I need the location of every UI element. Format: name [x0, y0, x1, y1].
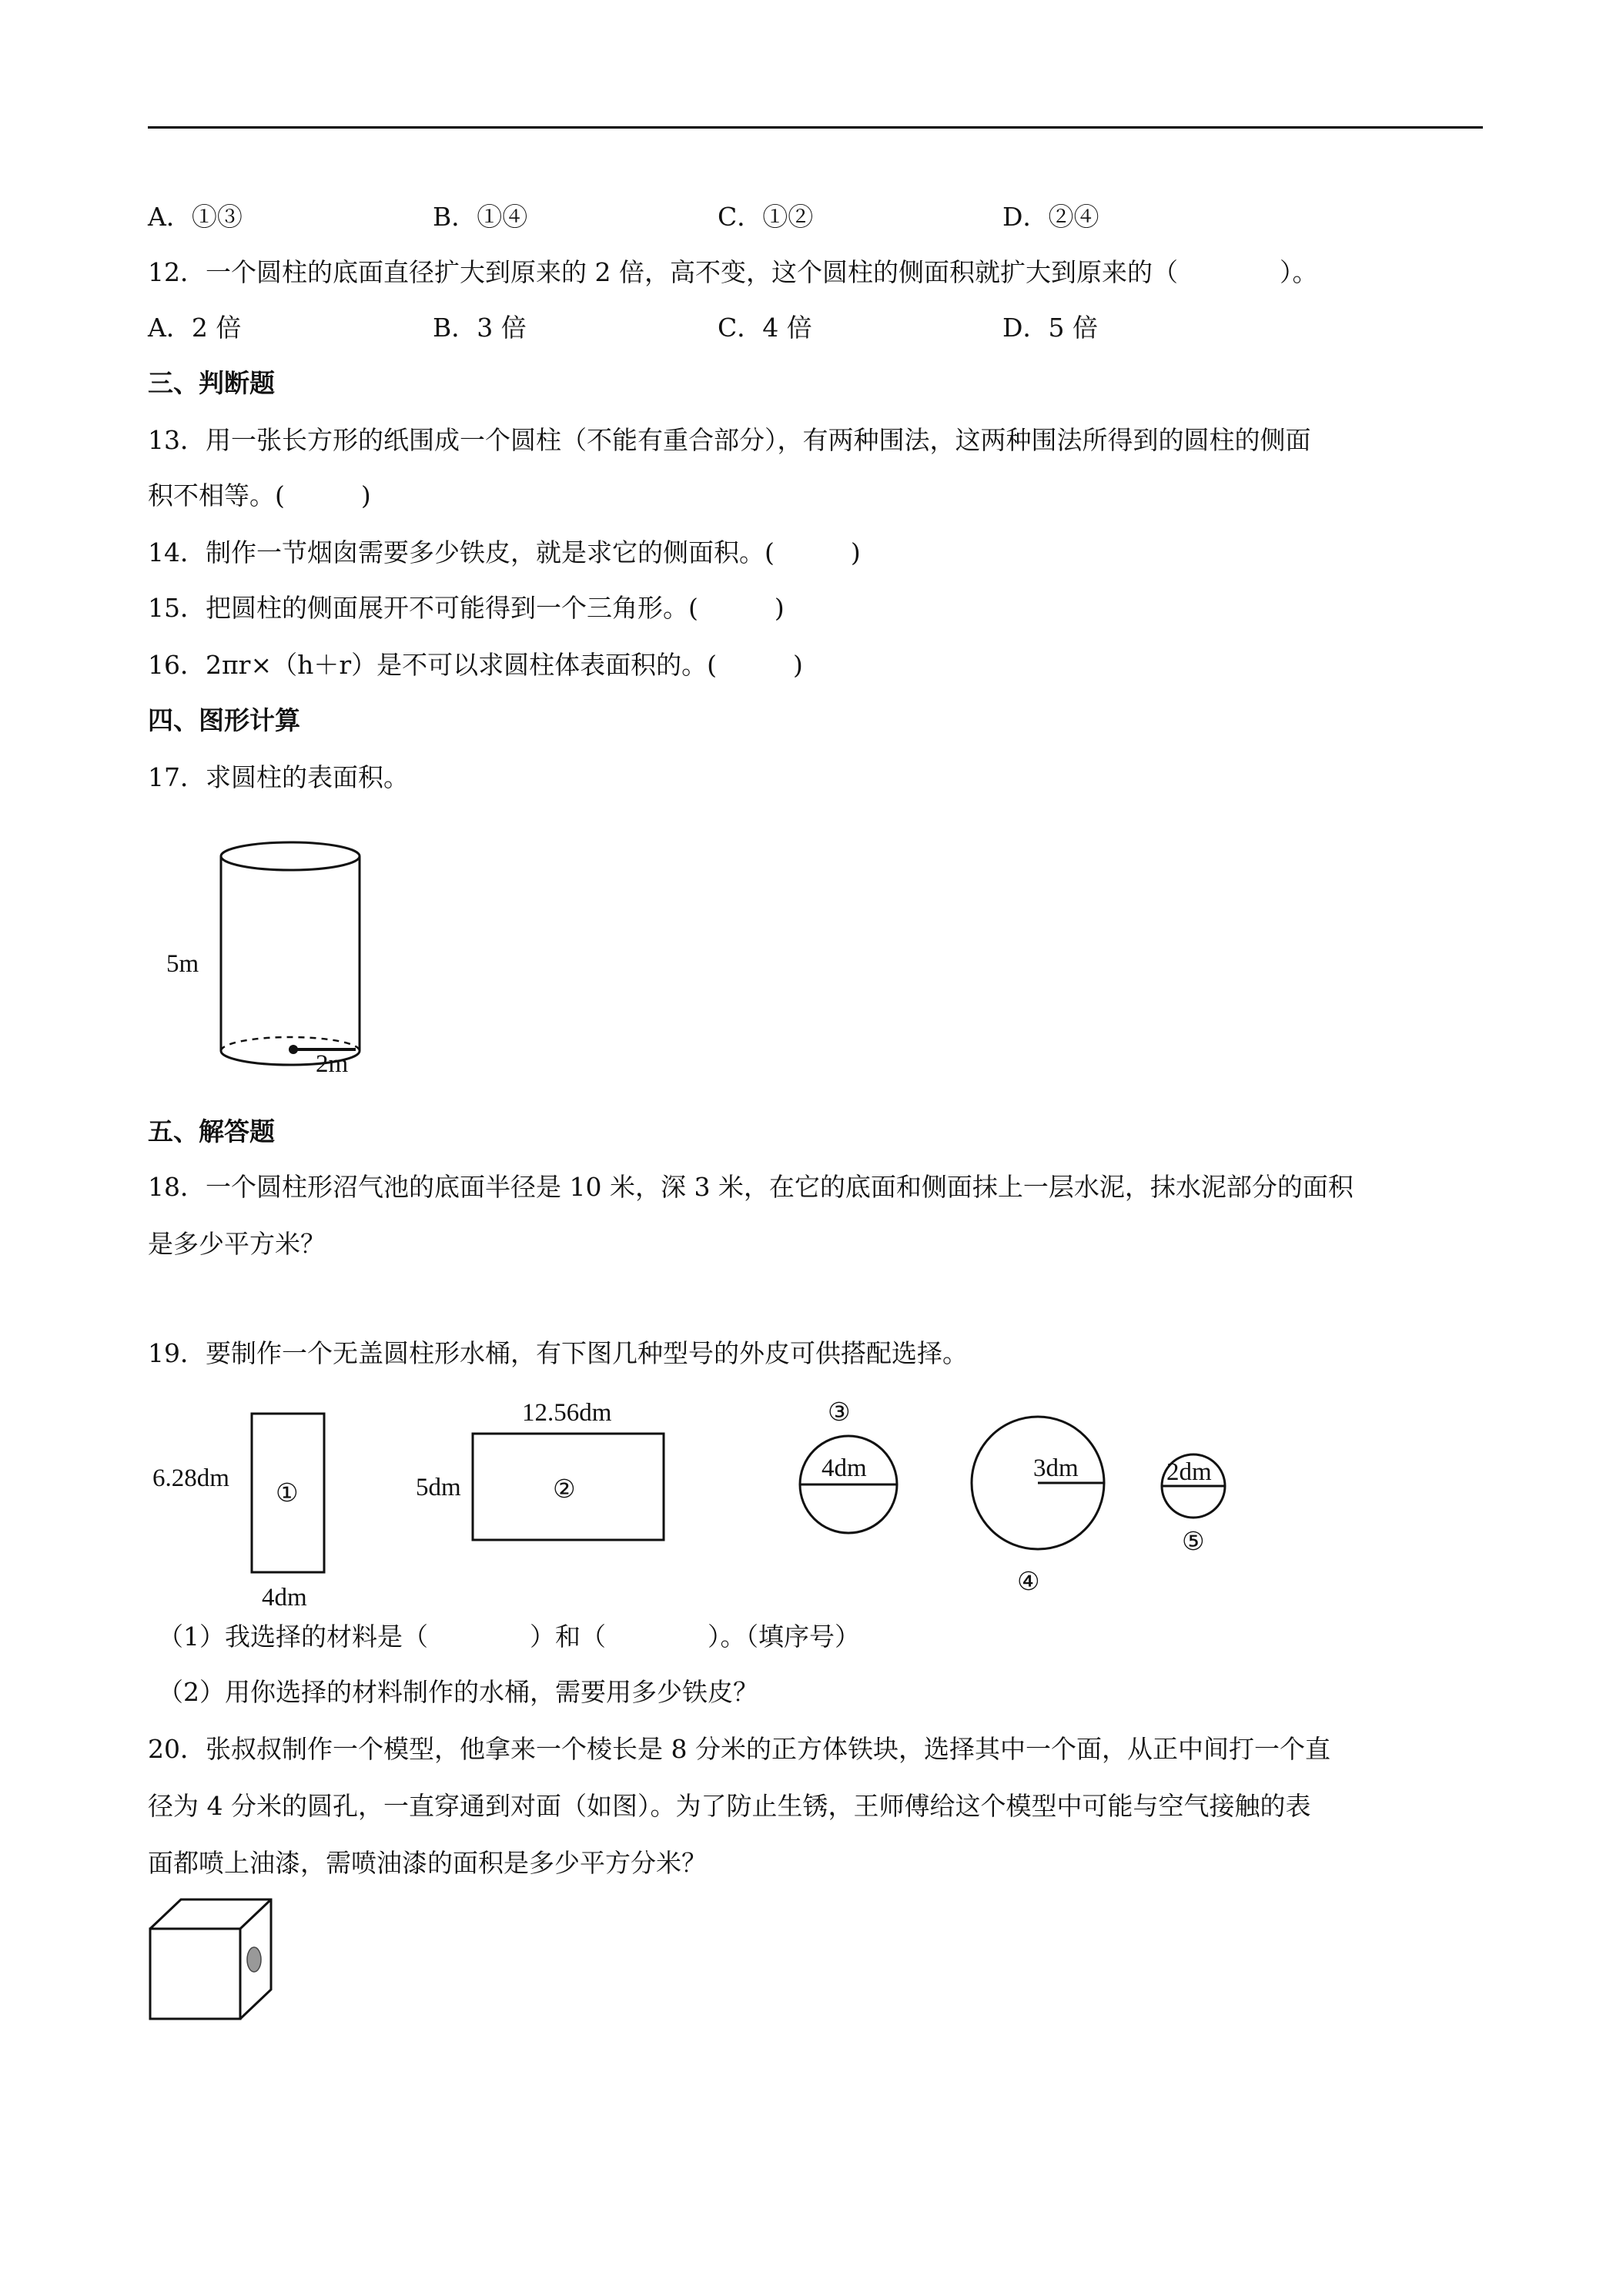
material-1-side-label: 6.28dm: [152, 1464, 229, 1492]
material-3-number: ③: [828, 1399, 851, 1427]
material-3-label: 4dm: [822, 1454, 867, 1482]
q20-line3: 面都喷上油漆，需喷油漆的面积是多少平方分米？: [148, 1848, 707, 1878]
q11-option-c: C．①②: [718, 202, 814, 232]
q16: 16．2πr×（h＋r）是不可以求圆柱体表面积的。( ): [148, 650, 803, 680]
q13-line1: 13．用一张长方形的纸围成一个圆柱（不能有重合部分），有两种围法，这两种围法所得到的圆柱的侧面: [148, 425, 1311, 455]
q18-line1: 18．一个圆柱形沼气池的底面半径是 10 米，深 3 米，在它的底面和侧面抹上一层水泥，抹水泥部分的面积: [148, 1172, 1354, 1202]
material-5-label: 2dm: [1166, 1458, 1212, 1486]
q12-stem: 12．一个圆柱的底面直径扩大到原来的 2 倍，高不变，这个圆柱的侧面积就扩大到原来的（ ）。: [148, 257, 1318, 287]
material-2-side-label: 5dm: [416, 1474, 461, 1501]
material-1-bottom-label: 4dm: [262, 1584, 307, 1612]
material-2-top-label: 12.56dm: [522, 1399, 612, 1427]
q12-option-d: D．5 倍: [1002, 313, 1098, 343]
q11-option-b: B．①④: [433, 202, 528, 232]
section-5-heading: 五、解答题: [148, 1116, 275, 1146]
q12-option-b: B．3 倍: [433, 313, 527, 343]
material-2-number: ②: [553, 1476, 576, 1504]
q14: 14．制作一节烟囱需要多少铁皮，就是求它的侧面积。( ): [148, 537, 861, 567]
q11-option-a: A．①③: [148, 202, 243, 232]
materials-figure: [146, 1386, 1263, 1612]
section-4-heading: 四、图形计算: [148, 705, 300, 735]
cube-with-hole-figure: [146, 1894, 285, 2025]
cylinder-radius-label: 2m: [316, 1050, 349, 1078]
q12-option-a: A．2 倍: [148, 313, 242, 343]
q12-option-c: C．4 倍: [718, 313, 812, 343]
header-rule: [148, 126, 1483, 129]
q15: 15．把圆柱的侧面展开不可能得到一个三角形。( ): [148, 593, 785, 623]
section-3-heading: 三、判断题: [148, 368, 275, 398]
q13-line2: 积不相等。( ): [148, 480, 371, 510]
q19-sub1: （1）我选择的材料是（ ）和（ ）。（填序号）: [158, 1622, 860, 1652]
q20-line2: 径为 4 分米的圆孔，一直穿通到对面（如图）。为了防止生锈，王师傅给这个模型中可能与空气接触的表: [148, 1791, 1311, 1821]
material-4-label: 3dm: [1033, 1454, 1079, 1482]
material-5-number: ⑤: [1182, 1528, 1205, 1556]
material-1-number: ①: [276, 1480, 299, 1508]
q11-option-d: D．②④: [1002, 202, 1099, 232]
cylinder-figure: [154, 824, 385, 1086]
cylinder-height-label: 5m: [166, 950, 199, 978]
q19-sub2: （2）用你选择的材料制作的水桶，需要用多少铁皮？: [158, 1677, 758, 1707]
q20-line1: 20．张叔叔制作一个模型，他拿来一个棱长是 8 分米的正方体铁块，选择其中一个面，从正中间打一个直: [148, 1734, 1330, 1764]
material-4-number: ④: [1017, 1568, 1040, 1596]
q19: 19．要制作一个无盖圆柱形水桶，有下图几种型号的外皮可供搭配选择。: [148, 1338, 968, 1368]
q17: 17．求圆柱的表面积。: [148, 762, 409, 792]
q18-line2: 是多少平方米？: [148, 1229, 326, 1259]
